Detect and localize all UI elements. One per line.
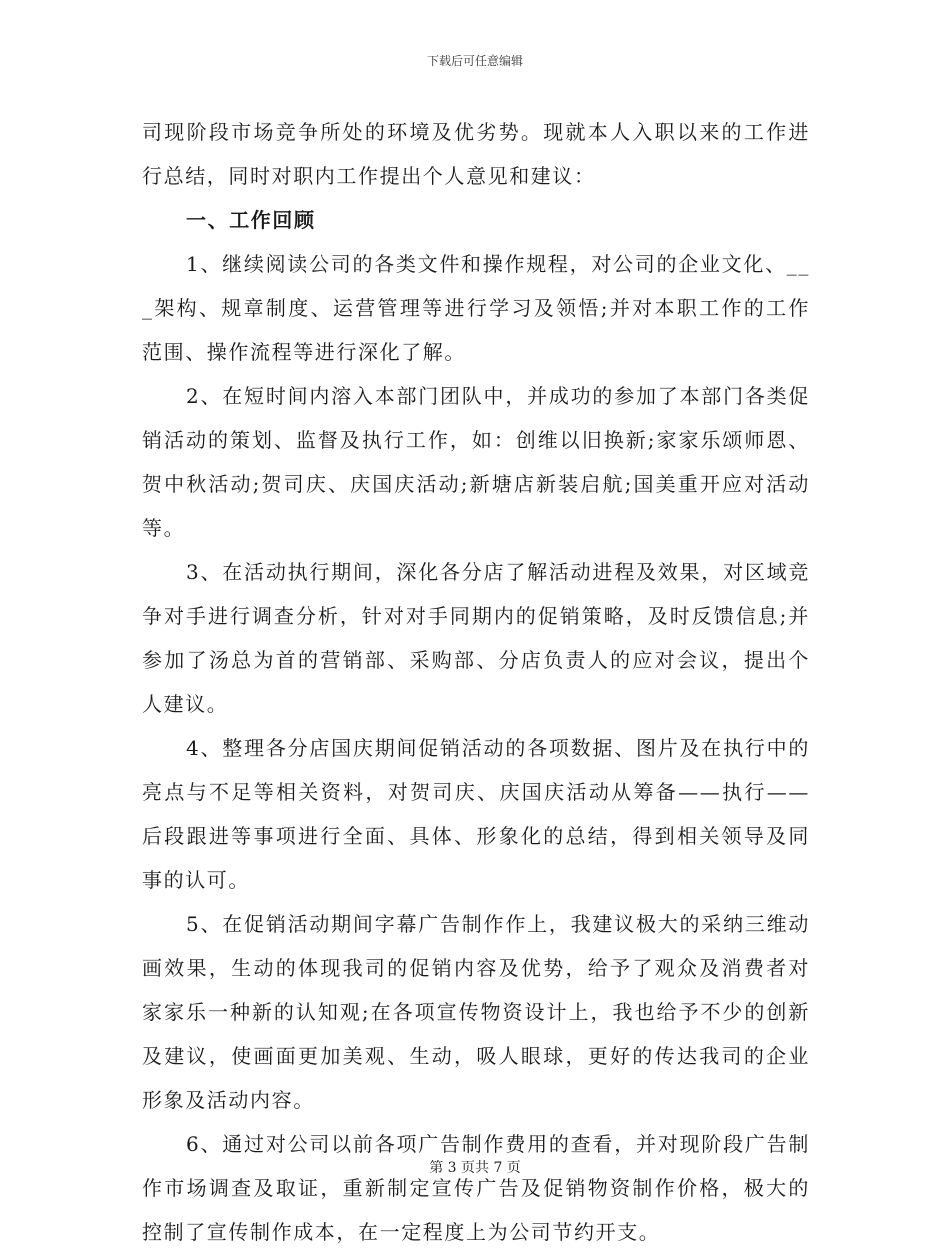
paragraph-line: 4、整理各分店国庆期间促销活动的各项数据、图片及在执行中的 [186,736,810,760]
paragraph-line: 销活动的策划、监督及执行工作，如：创维以旧换新;家家乐颂师恩、 [142,428,810,452]
paragraph-4 [142,726,810,902]
intro-line: 行总结，同时对职内工作提出个人意见和建议： [142,164,596,188]
paragraph-3 [142,550,810,726]
intro-line: 司现阶段市场竞争所处的环境及优劣势。现就本人入职以来的工作进 [142,120,810,144]
paragraph-line: 争对手进行调查分析，针对对手同期内的促销策略，及时反馈信息;并 [142,604,810,628]
paragraph-6 [142,1122,810,1254]
paragraph-line: 家家乐一种新的认知观;在各项宣传物资设计上，我也给予不少的创新 [142,1000,810,1024]
paragraph-5 [142,902,810,1122]
paragraph-line: 后段跟进等事项进行全面、具体、形象化的总结，得到相关领导及同 [142,824,810,848]
page-footer: 第 3 页共 7 页 [429,1160,521,1176]
paragraph-line: 控制了宣传制作成本，在一定程度上为公司节约开支。 [142,1220,661,1244]
paragraph-line: 及建议，使画面更加美观、生动，吸人眼球，更好的传达我司的企业 [142,1044,810,1068]
paragraph-line: 人建议。 [142,692,229,716]
paragraph-line: _架构、规章制度、运营管理等进行学习及领悟;并对本职工作的工作 [142,296,810,320]
paragraph-line: 6、通过对公司以前各项广告制作费用的查看，并对现阶段广告制 [186,1132,810,1156]
paragraph-line: 作市场调查及取证，重新制定宣传广告及促销物资制作价格，极大的 [142,1176,810,1200]
paragraph-line: 贺中秋活动;贺司庆、庆国庆活动;新塘店新装启航;国美重开应对活动 [142,472,810,496]
paragraph-line: 亮点与不足等相关资料，对贺司庆、庆国庆活动从筹备——执行—— [142,780,810,804]
paragraph-line: 1、继续阅读公司的各类文件和操作规程，对公司的企业文化、__ [186,252,810,276]
page-header: 下载后可任意编辑 [426,54,523,68]
paragraph-line: 3、在活动执行期间，深化各分店了解活动进程及效果，对区域竞 [186,560,810,584]
document-body [142,110,810,1254]
section-heading: 一、工作回顾 [186,208,316,232]
paragraph-line: 事的认可。 [142,868,250,892]
paragraph-line: 画效果，生动的体现我司的促销内容及优势，给予了观众及消费者对 [142,956,810,980]
paragraph-line: 参加了汤总为首的营销部、采购部、分店负责人的应对会议，提出个 [142,648,810,672]
paragraph-line: 2、在短时间内溶入本部门团队中，并成功的参加了本部门各类促 [186,384,810,408]
paragraph-1 [142,242,810,374]
paragraph-line: 等。 [142,516,186,540]
paragraph-line: 5、在促销活动期间字幕广告制作作上，我建议极大的采纳三维动 [186,912,810,936]
paragraph-line: 形象及活动内容。 [142,1088,315,1112]
paragraph-2 [142,374,810,550]
paragraph-line: 范围、操作流程等进行深化了解。 [142,340,466,364]
